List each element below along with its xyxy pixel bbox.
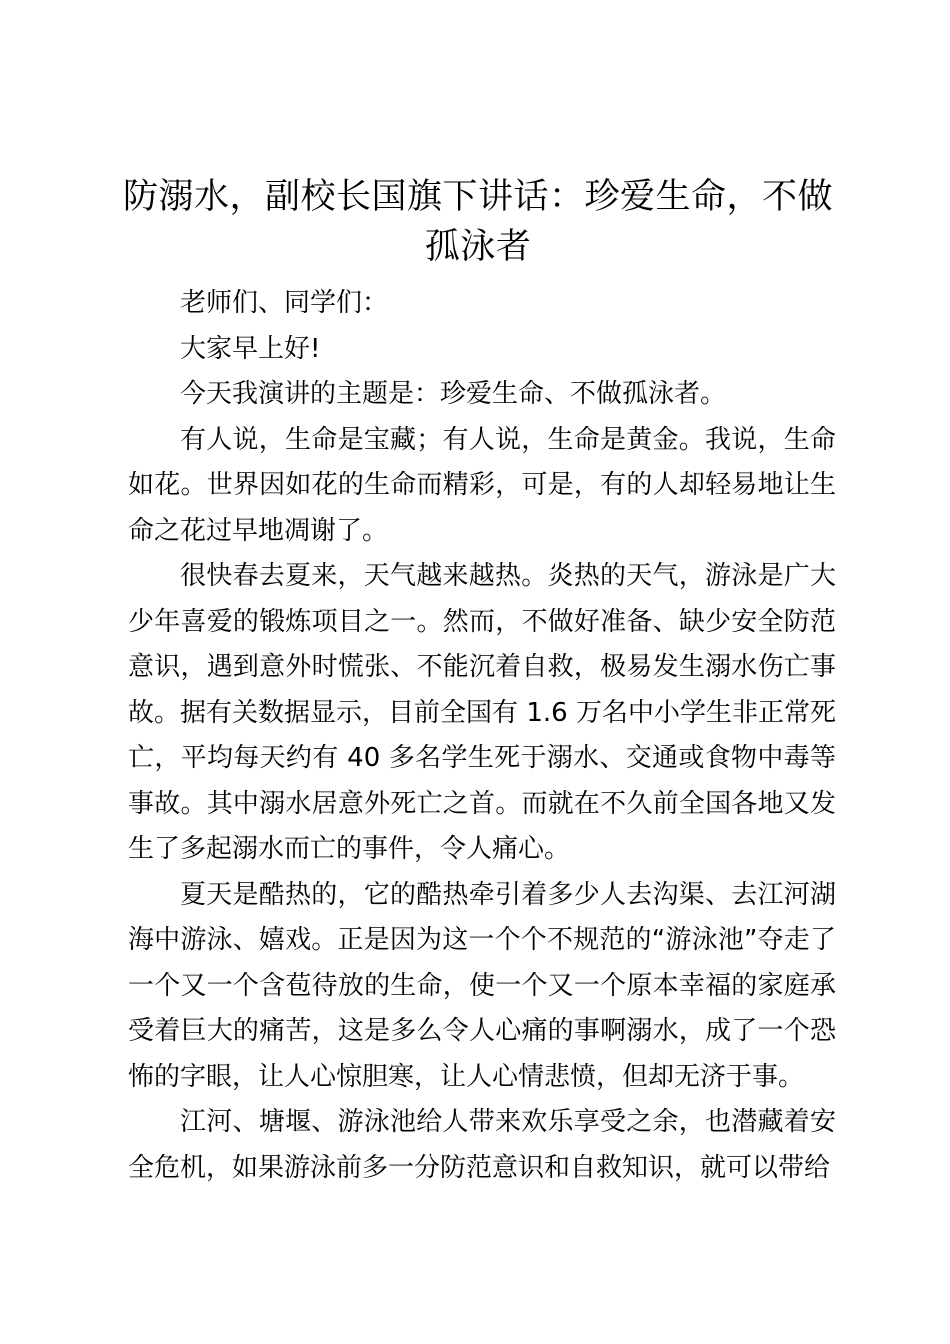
paragraph-topic: 今天我演讲的主题是：珍爱生命、不做孤泳者。 xyxy=(180,379,727,409)
paragraph-drowning-statistics: 很快春去夏来，天气越来越热。炎热的天气，游泳是广大少年喜爱的锻炼项目之一。然而，不做好准备、缺少安全防范意识，遇到意外时慌张、不能沉着自救，极易发生溺水伤亡事故。据有关数据显示，目前全国有 1.6 万名中小学生非正常死亡，平均每天约有 40 多名学生死于溺水、交通或食物中毒等事故。其中溺水居意外死亡之首。而就在不久前全国各地又发生了多起溺水而亡的事件，令人痛心。 xyxy=(128,561,836,864)
paragraph-greeting: 大家早上好! xyxy=(180,333,321,364)
paragraph-safety-awareness: 江河、塘堰、游泳池给人带来欢乐享受之余，也潜藏着安全危机，如果游泳前多一分防范意识和自救知识，就可以带给 xyxy=(128,1107,836,1183)
paragraph-salutation: 老师们、同学们： xyxy=(180,288,389,318)
paragraph-summer-danger: 夏天是酷热的，它的酷热牵引着多少人去沟渠、去江河湖海中游泳、嬉戏。正是因为这一个个不规范的“游泳池”夺走了一个又一个含苞待放的生命，使一个又一个原本幸福的家庭承受着巨大的痛苦，这是多么令人心痛的事啊溺水，成了一个恐怖的字眼，让人心惊胆寒，让人心情悲愤，但却无济于事。 xyxy=(128,879,836,1092)
document-title: 防溺水，副校长国旗下讲话：珍爱生命，不做孤泳者 xyxy=(122,177,833,267)
document-body xyxy=(128,281,836,1191)
paragraph-life-as-flower: 有人说，生命是宝藏；有人说，生命是黄金。我说，生命如花。世界因如花的生命而精彩，可是，有的人却轻易地让生命之花过早地凋谢了。 xyxy=(128,424,836,546)
